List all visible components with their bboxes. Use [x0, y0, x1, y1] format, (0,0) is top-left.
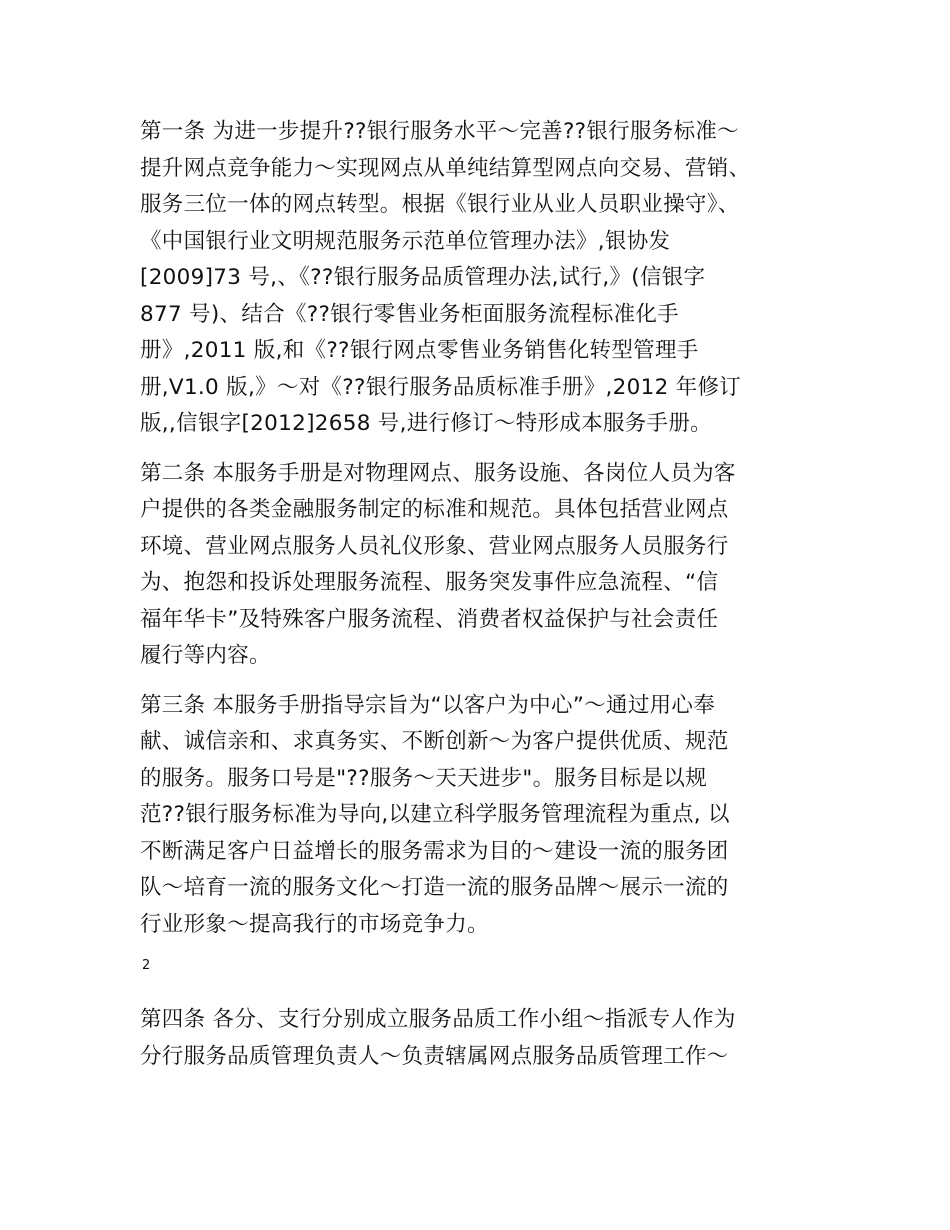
text-line: 福年华卡”及特殊客户服务流程、消费者权益保护与社会责任 — [140, 606, 719, 632]
article-3-paragraph — [140, 688, 812, 944]
text-line: 《中国银行业文明规范服务示范单位管理办法》,银协发 — [140, 228, 671, 254]
text-line: 877 号)、结合《??银行零售业务柜面服务流程标准化手 — [140, 301, 679, 327]
article-2-paragraph — [140, 456, 812, 675]
text-line: 的服务。服务口号是"??服务～天天进步"。服务目标是以规 — [140, 765, 708, 791]
text-line: 第四条 各分、支行分别成立服务品质工作小组～指派专人作为 — [140, 1007, 736, 1032]
text-line: 为、抱怨和投诉处理服务流程、服务突发事件应急流程、“信 — [140, 570, 719, 595]
text-line: 册》,2011 版,和《??银行网点零售业务销售化转型管理手 — [140, 338, 699, 363]
text-line: 服务三位一体的网点转型。根据《银行业从业人员职业操守》、 — [140, 192, 740, 217]
document-body — [140, 114, 812, 1088]
text-line: 册,V1.0 版,》～对《??银行服务品质标准手册》,2012 年修订 — [140, 374, 742, 400]
page-number: 2 — [142, 958, 151, 973]
text-line: 第三条 本服务手册指导宗旨为“以客户为中心”～通过用心奉 — [140, 692, 716, 718]
text-line: 户提供的各类金融服务制定的标准和规范。具体包括营业网点 — [140, 497, 729, 522]
text-line: 第二条 本服务手册是对物理网点、服务设施、各岗位人员为客 — [140, 460, 736, 486]
text-line: 献、诚信亲和、求真务实、不断创新～为客户提供优质、规范 — [140, 729, 729, 754]
text-line: 履行等内容。 — [140, 643, 271, 668]
text-line: 提升网点竞争能力～实现网点从单纯结算型网点向交易、营销、 — [140, 155, 751, 181]
text-line: 不断满足客户日益增长的服务需求为目的～建设一流的服务团 — [140, 838, 729, 864]
text-line: 分行服务品质管理负责人～负责辖属网点服务品质管理工作～ — [140, 1043, 729, 1069]
text-line: 行业形象～提高我行的市场竞争力。 — [140, 911, 489, 937]
text-line: 范??银行服务标准为导向,以建立科学服务管理流程为重点, 以 — [140, 802, 730, 827]
text-line: 版,,信银字[2012]2658 号,进行修订～特形成本服务手册。 — [140, 411, 712, 436]
article-4-paragraph — [140, 1002, 812, 1075]
text-line: 队～培育一流的服务文化～打造一流的服务品牌～展示一流的 — [140, 875, 729, 900]
article-1-paragraph — [140, 114, 812, 443]
text-line: [2009]73 号,、《??银行服务品质管理办法,试行,》(信银字 — [140, 265, 706, 290]
text-line: 环境、营业网点服务人员礼仪形象、营业网点服务人员服务行 — [140, 533, 729, 559]
text-line: 第一条 为进一步提升??银行服务水平～完善??银行服务标准～ — [140, 119, 739, 144]
